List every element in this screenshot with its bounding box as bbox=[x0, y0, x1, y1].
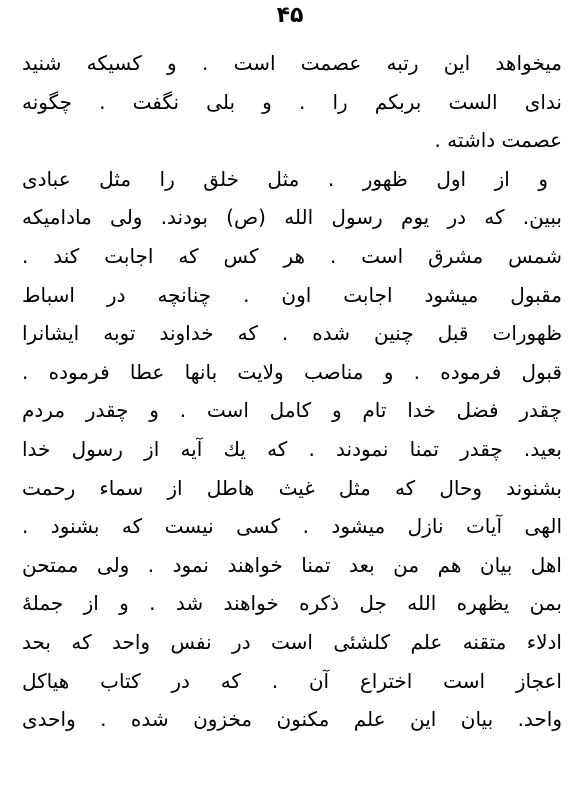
text-line: بعید. چقدر تمنا نمودند . که یك آیه از رسول خدا bbox=[22, 436, 562, 461]
text-line: ظهورات قبل چنین شده . که خداوند توبه ایشانرا bbox=[22, 321, 562, 346]
text-line: میخواهد این رتبه عصمت است . و کسیکه شنید bbox=[22, 51, 562, 75]
text-line: چقدر فضل خدا تام و کامل است . و چقدر مردم bbox=[22, 398, 562, 423]
text-line: و از اول ظهور . مثل خلق را مثل عبادی bbox=[22, 166, 548, 191]
text-line: اعجاز است اختراع آن . که در کتاب هیاکل bbox=[22, 668, 562, 693]
text-line: اهل بیان هم من بعد تمنا خواهند نمود . ولی ممتحن bbox=[22, 552, 562, 577]
text-line: عصمت داشته . bbox=[434, 128, 562, 153]
text-line: ندای الست بربکم را . و بلی نگفت . چگونه bbox=[22, 89, 562, 114]
text-line: الهی آیات نازل میشود . کسی نیست که بشنود . bbox=[22, 514, 562, 539]
body-text bbox=[22, 44, 562, 739]
text-line: بشنوند وحال که مثل غیث هاطل از سماء رحمت bbox=[22, 475, 562, 500]
text-line: ببین. که در یوم رسول الله (ص) بودند. ولی مادامیکه bbox=[22, 205, 562, 230]
text-line: قبول فرموده . و مناصب ولایت بانها عطا فرموده . bbox=[22, 359, 562, 384]
text-line: شمس مشرق است . هر کس که اجابت کند . bbox=[22, 243, 562, 268]
text-line: مقبول میشود اجابت اون . چنانچه در اسباط bbox=[22, 282, 562, 307]
text-line: ادلاء متقنه علم کلشئی است در نفس واحد که بحد bbox=[22, 629, 562, 654]
page-number: ۴۵ bbox=[276, 3, 304, 28]
text-line: بمن یظهره الله جل ذکره خواهند شد . و از جملهٔ bbox=[22, 591, 562, 616]
text-line: واحد. بیان این علم مکنون مخزون شده . واحدی bbox=[22, 707, 562, 732]
